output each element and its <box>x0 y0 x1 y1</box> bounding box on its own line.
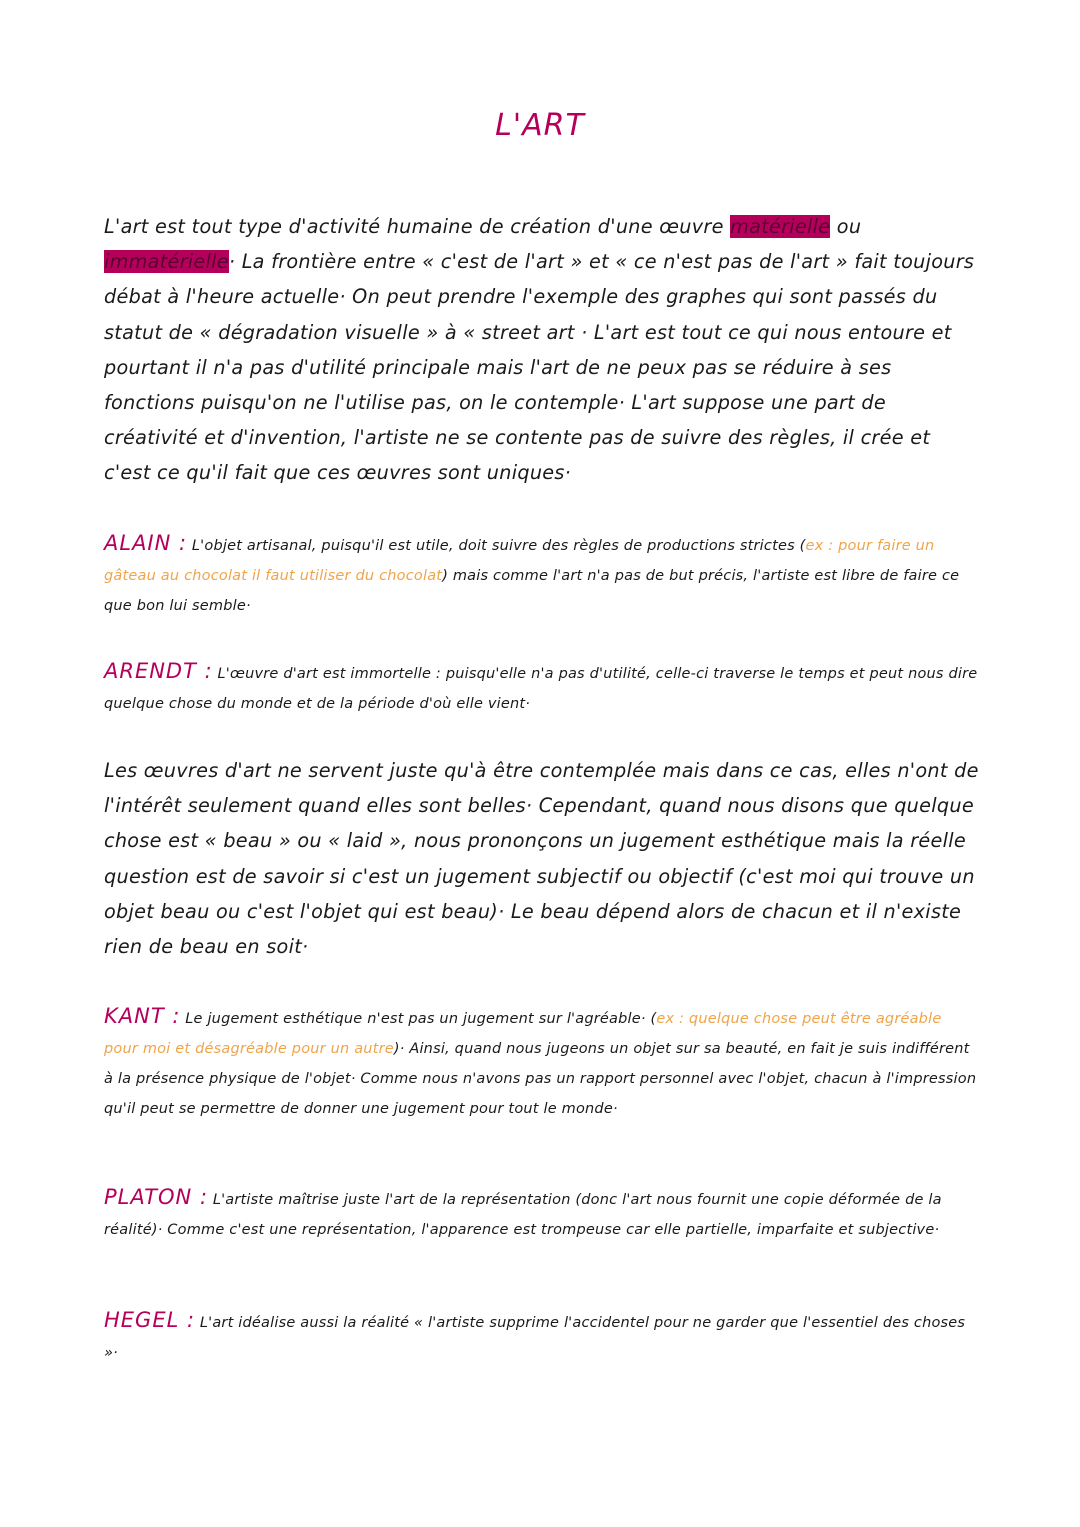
alain-example: ex : pour faire un gâteau au chocolat il faut utiliser du chocolat <box>104 538 935 584</box>
intro-text-2: ou <box>830 215 862 238</box>
page-title: L'ART <box>495 108 585 143</box>
arendt-text: L'œuvre d'art est immortelle : puisqu'elle n'a pas d'utilité, celle-ci traverse le temps et peut nous dire quelque chose du monde et de la période d'où elle vient· <box>104 666 978 712</box>
philosopher-name-arendt: ARENDT : <box>104 659 213 683</box>
arendt-paragraph <box>104 656 980 719</box>
philosopher-name-platon: PLATON : <box>104 1185 209 1209</box>
platon-text: L'artiste maîtrise juste l'art de la représentation (donc l'art nous fournit une copie déformée de la réalité)· Comme c'est une représentation, l'apparence est trompeuse car elle partielle, imparfaite et subjective· <box>104 1192 942 1238</box>
hegel-text: L'art idéalise aussi la réalité « l'artiste supprime l'accidentel pour ne garder que l'essentiel des choses »· <box>104 1315 966 1361</box>
philosopher-name-kant: KANT : <box>104 1004 181 1028</box>
beauty-paragraph: Les œuvres d'art ne servent juste qu'à être contemplée mais dans ce cas, elles n'ont de l'intérêt seulement quand elles sont belles· Cependant, quand nous disons que quelque chose est « beau » ou « laid », nous prononçons un jugement esthétique mais la réelle question est de savoir si c'est un jugement subjectif ou objectif (c'est moi qui trouve un objet beau ou c'est l'objet qui est beau)· Le beau dépend alors de chacun et il n'existe rien de beau en soit· <box>104 759 979 959</box>
kant-example: ex : quelque chose peut être agréable pour moi et désagréable pour un autre <box>104 1011 942 1057</box>
philosopher-name-hegel: HEGEL : <box>104 1308 196 1332</box>
alain-text-2: ) mais comme l'art n'a pas de but précis, l'artiste est libre de faire ce que bon lui semble· <box>104 568 960 614</box>
intro-text-1: L'art est tout type d'activité humaine de création d'une œuvre <box>104 215 731 238</box>
alain-text-1: L'objet artisanal, puisqu'il est utile, doit suivre des règles de productions strictes ( <box>187 538 806 554</box>
platon-paragraph <box>104 1182 980 1245</box>
hegel-paragraph <box>104 1305 980 1368</box>
philosopher-name-alain: ALAIN : <box>104 531 188 555</box>
alain-paragraph <box>104 528 980 621</box>
highlight-immaterielle: immatérielle <box>104 250 229 274</box>
intro-text-3: · La frontière entre « c'est de l'art » et « ce n'est pas de l'art » fait toujours débat à l'heure actuelle· On peut prendre l'exemple des graphes qui sont passés du statut de « dégradation visuelle » à « street art · L'art est tout ce qui nous entoure et pourtant il n'a pas d'utilité principale mais l'art de ne peux pas se réduire à ses fonctions puisqu'on ne l'utilise pas, on le contemple· L'art suppose une part de créativité et d'invention, l'artiste ne se contente pas de suivre des règles, il crée et c'est ce qu'il fait que ces œuvres sont uniques· <box>104 250 975 485</box>
kant-text-2: )· Ainsi, quand nous jugeons un objet sur sa beauté, en fait je suis indifférent à la présence physique de l'objet· Comme nous n'avons pas un rapport personnel avec l'objet, chacun à l'impression qu'il peut se permettre de donner une jugement pour tout le monde· <box>104 1041 977 1117</box>
kant-paragraph <box>104 1001 980 1124</box>
kant-text-1: Le jugement esthétique n'est pas un jugement sur l'agréable· ( <box>180 1011 657 1027</box>
highlight-materielle: matérielle <box>730 215 831 238</box>
intro-paragraph <box>104 209 980 491</box>
